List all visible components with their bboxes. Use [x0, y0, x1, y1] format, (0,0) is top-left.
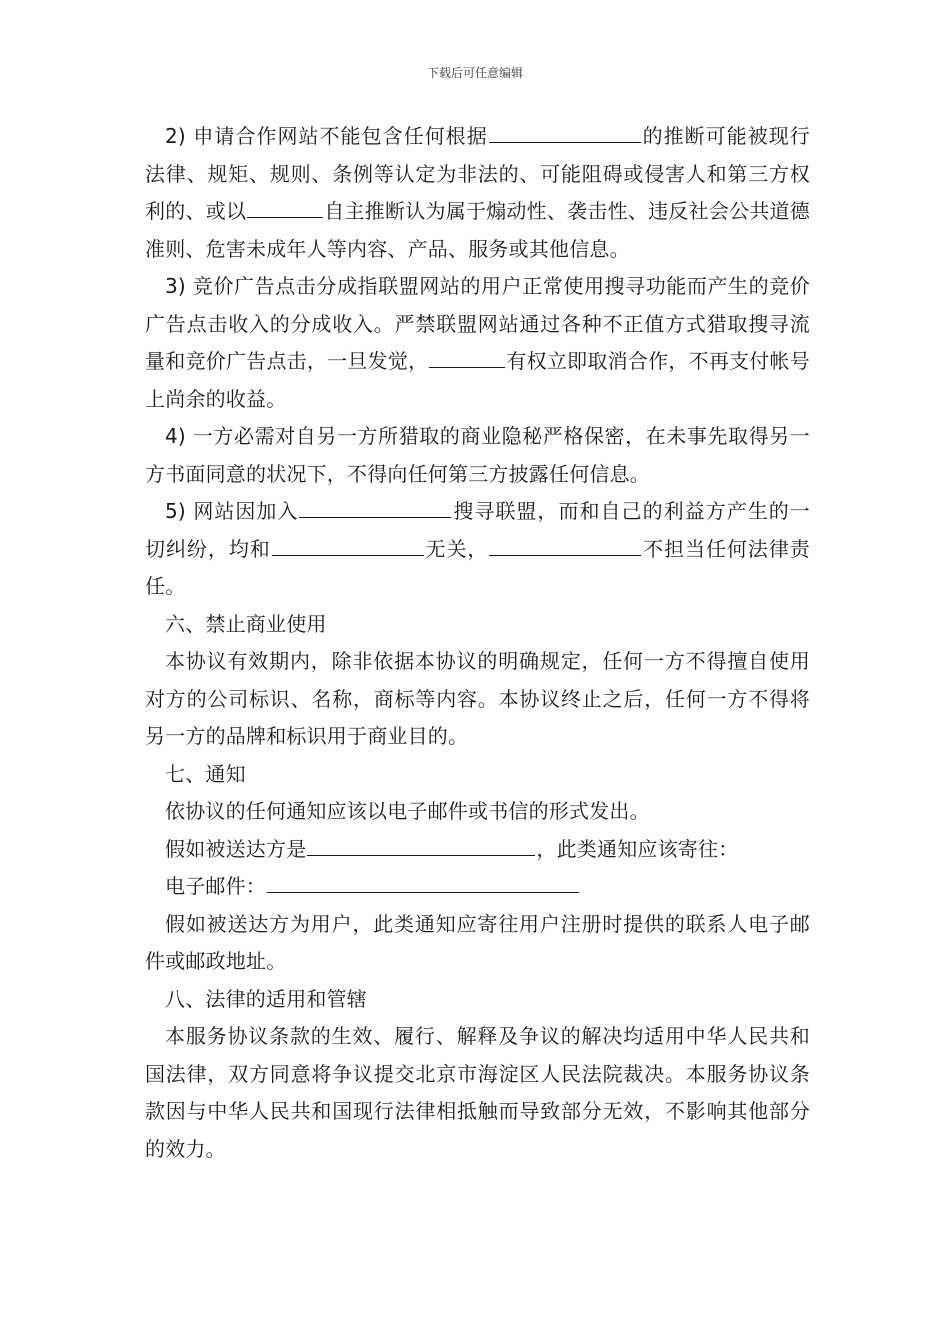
clause-text: 竞价广告点击分成指联盟网站的用户正常使用搜寻功能而产生的竞价广告点击收入的分成收入。严禁联盟网站通过各种不正值方式猎取搜寻流量和竞价广告点击，一旦发觉， — [145, 274, 810, 373]
clause-number: 4) — [165, 424, 186, 448]
email-label: 电子邮件： — [165, 874, 266, 898]
clause-text: 有权立即取消合作，不再支付帐号上尚余的收益。 — [145, 349, 810, 411]
clause-text: 网站因加入 — [185, 499, 299, 523]
section-6-text: 本协议有效期内，除非依据本协议的明确规定，任何一方不得擅自使用对方的公司标识、名称，商标等内容。本协议终止之后，任何一方不得将另一方的品牌和标识用于商业目的。 — [145, 649, 810, 748]
notice-recipient-line — [145, 831, 810, 869]
fill-blank — [489, 533, 641, 556]
clause-text: 搜寻联盟，而和自己的利益方产生的一切纠纷，均和 — [145, 499, 810, 561]
clause-number: 3) — [165, 274, 186, 298]
fill-blank — [267, 870, 579, 893]
notice-text: 假如被送达方是 — [165, 836, 307, 861]
clause-text: 一方必需对自另一方所猎取的商业隐秘严格保密，在未事先取得另一方书面同意的状况下，不得向任何第三方披露任何信息。 — [145, 424, 810, 486]
fill-blank — [272, 533, 424, 556]
clause-text: 不担当任何法律责任。 — [145, 536, 810, 598]
fill-blank — [489, 120, 641, 143]
law-text: 本服务协议条款的生效、履行、解释及争议的解决均适用中华人民共和国法律，双方同意将争议提交北京市海淀区人民法院裁决。 — [145, 1024, 810, 1086]
law-text: 本服务协议条款因与中华人民共和国现行法律相抵触而导致部分无效，不影响其他部分的效力。 — [145, 1061, 810, 1161]
fill-blank — [429, 345, 505, 368]
clause-4 — [145, 418, 810, 493]
clause-3 — [145, 268, 810, 418]
clause-2 — [145, 118, 810, 268]
clause-number: 5) — [165, 499, 186, 523]
fill-blank — [247, 195, 323, 218]
notice-user-line: 假如被送达方为用户，此类通知应寄往用户注册时提供的联系人电子邮件或邮政地址。 — [145, 911, 810, 973]
clause-text: 的推断可能被现行法律、规矩、规则、条例等认定为非法的、可能阻碍或侵害人和第三方权利的、或以 — [145, 124, 810, 223]
section-heading-6: 六、禁止商业使用 — [165, 611, 327, 636]
section-heading-8: 八、法律的适用和管辖 — [165, 986, 367, 1011]
section-8-text — [145, 1018, 810, 1168]
notice-email-line — [145, 868, 810, 906]
notice-text: ，此类通知应该寄往： — [536, 836, 739, 861]
clause-text: 申请合作网站不能包含任何根据 — [185, 124, 488, 148]
fill-blank — [299, 495, 451, 518]
clause-5 — [145, 493, 810, 606]
clause-number: 2) — [165, 124, 186, 148]
page-header: 下载后可任意编辑 — [426, 66, 523, 80]
fill-blank — [307, 833, 535, 856]
clause-text: 无关， — [424, 536, 489, 561]
notice-method: 依协议的任何通知应该以电子邮件或书信的形式发出。 — [165, 799, 650, 823]
document-body — [145, 118, 810, 1168]
clause-text: 自主推断认为属于煽动性、袭击性、违反社会公共道德准则、危害未成年人等内容、产品、服务或其他信息。 — [145, 199, 811, 261]
section-heading-7: 七、通知 — [165, 761, 246, 786]
